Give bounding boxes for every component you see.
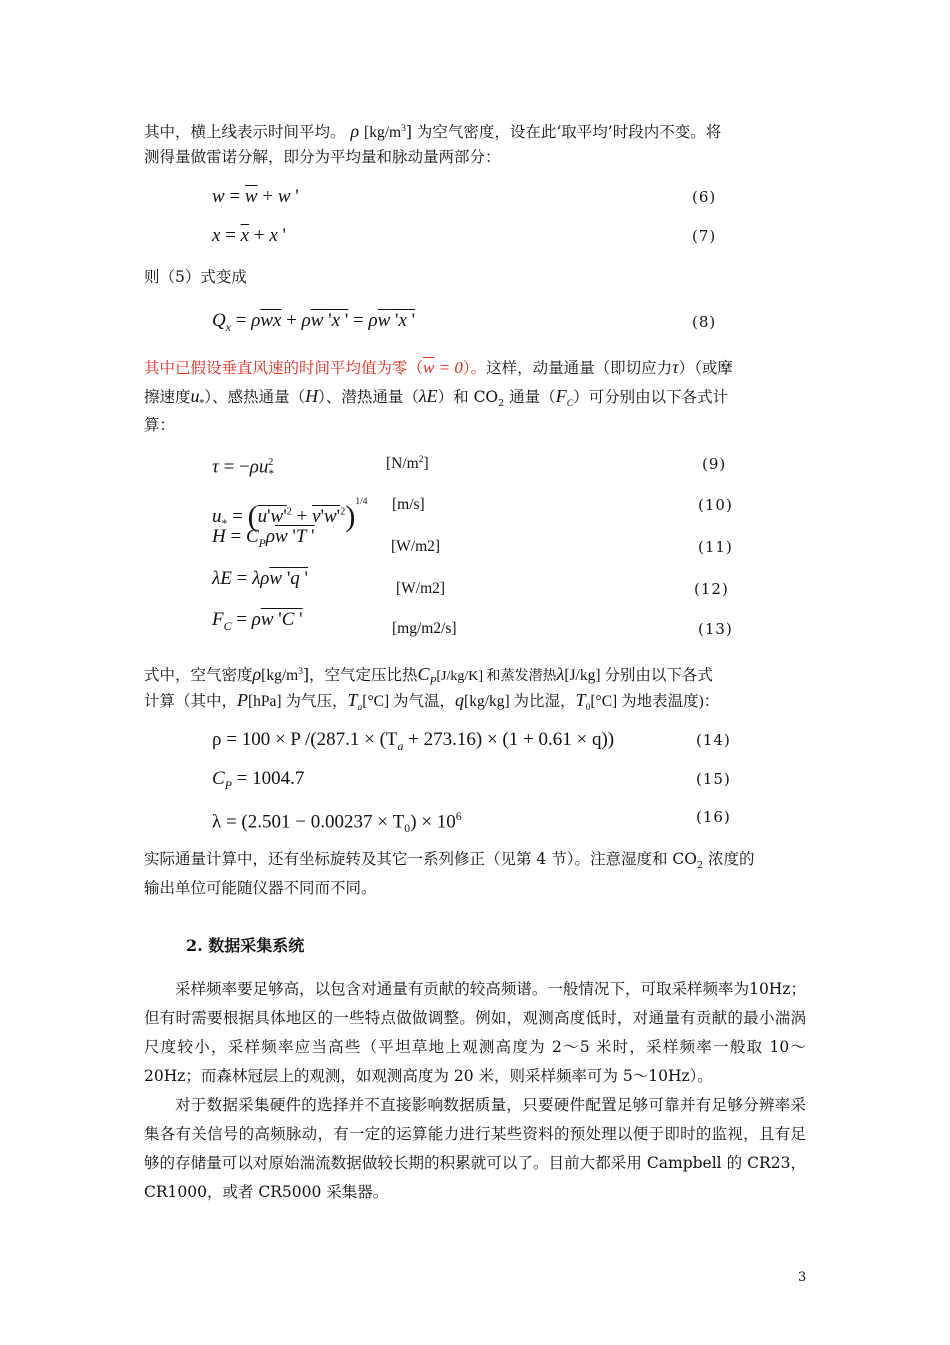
eq-number-11: (11)	[698, 538, 733, 556]
rho-unit: [$kg/m^3$	[261, 666, 303, 685]
Ta-symbol: T	[347, 690, 358, 710]
T0-symbol: T	[575, 690, 586, 710]
para3-line3: 算：	[144, 416, 176, 434]
red-text: 其中已假设垂直风速的时间平均值为零（	[144, 359, 424, 377]
text: ）、感热通量（	[204, 388, 306, 406]
eq-number-12: (12)	[694, 580, 729, 598]
equation-8: $Q_x = \rho\overline{wx} + \rho w$ 'x ' = ρw 'x '	[212, 310, 416, 334]
para5-line1: 实际通量计算中，还有坐标旋转及其它一系列修正（见第 4 节）。注意湿度和 $CO_2$ 浓度的	[144, 850, 755, 872]
equation-10: $u_* = (u'w'^2 + v'w'^2)^{1/4}$	[212, 497, 368, 533]
cp-symbol: $C_P$	[417, 664, 437, 688]
equation-9: $\tau = -\rho u_*^2$	[212, 456, 275, 481]
eq-number-14: (14)	[696, 731, 731, 749]
eq16-part-b: ) × 10	[410, 811, 456, 833]
para3-line2: 擦速度$u_*$）、感热通量（H）、潜热通量（λE）和 $CO_2$ 通量$(F_C)$可分别由以下各式计	[144, 386, 729, 410]
equation-14: ρ = 100 × P $/(287.1 \times (T_a + 273.16) \times (1 + 0.61 \times q))$	[212, 729, 615, 753]
equation-16: $\lambda = (2.501 - 0.00237 \times T_0) \times 10^6$	[212, 810, 462, 836]
equation-11: $H = C_P\rho w$ 'T '	[212, 526, 315, 550]
eq-number-8: (8)	[692, 313, 717, 331]
eq-number-9: (9)	[702, 455, 727, 473]
text: [J/kg/K] 和蒸发潜热	[436, 669, 557, 685]
H-symbol: H	[305, 386, 319, 406]
eq14-part-b: + 273.16) × (1 + 0.61 × q))	[403, 729, 615, 750]
q-symbol: q	[455, 690, 465, 710]
para7: 对于数据采集硬件的选择并不直接影响数据质量，只要硬件配置足够可靠并有足够分辨率采集各有关信号的高频脉动，有一定的运算能力进行某些资料的预处理以便于即时的监视，且有足够的存储量可以对原始湍流数据做较长期的积累就可以了。目前大都采用 Campbell 的 CR23， CR1000，或者 CR5000 采集器。	[144, 1096, 806, 1201]
text: [hPa] 为气压，	[248, 693, 348, 710]
eq-number-6: (6)	[692, 188, 717, 206]
para5-line2: 输出单位可能随仪器不同而不同。	[144, 879, 377, 897]
eq-number-10: (10)	[698, 496, 733, 514]
text: ）（或摩	[678, 359, 733, 377]
text: 式中，空气密度	[144, 666, 253, 685]
P-symbol: P	[237, 690, 249, 710]
unit-13: [mg/m2/s]	[392, 620, 457, 637]
eq-number-7: (7)	[692, 227, 717, 245]
para2: 则（5）式变成	[144, 268, 247, 286]
ustar-symbol: u	[190, 386, 200, 406]
para1-line2: 测得量做雷诺分解，即分为平均量和脉动量两部分：	[144, 148, 501, 166]
equation-6: $w = \overline{w} + w$ '	[212, 186, 299, 207]
text: [°C] 为气温，	[362, 693, 456, 710]
red-equation: $\overline{w} = 0$	[423, 358, 463, 377]
unit-10: [m/s]	[392, 496, 425, 513]
text: 浓度的	[703, 850, 755, 868]
para4-line2: 计算（其中，P[hPa] 为气压，$T_a[^\circ C]$ 为气温，q[kg/kg] 为比湿，$T_0[^\circ C]$ 为地表温度)：	[144, 690, 720, 714]
rho-symbol: ρ	[350, 121, 360, 142]
text: 擦速度	[144, 388, 191, 406]
eq-number-13: (13)	[698, 620, 733, 638]
text: ）可分别由以下各式计	[573, 388, 729, 406]
text: [J/kg] 分别由以下各式	[564, 667, 713, 685]
equation-13: $F_C = \rho w$ 'C '	[212, 609, 303, 633]
page-number: 3	[798, 1270, 807, 1285]
text: 这样，动量通量（即切应力	[486, 359, 673, 377]
unit-12: [W/m2]	[396, 580, 446, 597]
para3-line1	[144, 353, 733, 383]
unit-9: $[N/m^2]$	[386, 454, 429, 473]
tau-symbol: τ	[672, 357, 679, 377]
equation-12: λE = λρw 'q '	[212, 568, 308, 589]
eq15-value: = 1004.7	[236, 768, 305, 789]
text: 通量（	[504, 388, 556, 406]
para6: 采样频率要足够高，以包含对通量有贡献的较高频谱。一般情况下，可取采样频率为10Hz；但有时需要根据具体地区的一些特点做做调整。例如，观测高度低时，对通量有贡献的最小湍涡尺度较小，采样频率应当高些（平坦草地上观测高度为 2～5 米时，采样频率一般取 10～20Hz；而森林冠层上的观测，如观测高度为 20 米，则采样频率可为 5～10Hz）。	[144, 980, 806, 1085]
rho-unit: [$kg/m^3$	[364, 123, 406, 142]
text: 计算（其中，	[144, 692, 238, 710]
text: ）和 CO	[437, 388, 499, 406]
text: ] 为空气密度，设在此‘取平均’时段内不变。将	[405, 123, 722, 142]
text: [kg/kg] 为比湿，	[464, 693, 576, 710]
text: [°C] 为地表温度)：	[590, 693, 720, 710]
lambdaE-symbol: λE	[418, 386, 438, 406]
red-text: ）。	[462, 359, 487, 377]
lambda-symbol: λ	[556, 664, 565, 685]
eq16-part-a: λ = (2.501 − 0.00237 × T	[212, 811, 405, 833]
section-heading: 2. 数据采集系统	[186, 936, 305, 955]
unit-11: [W/m2]	[391, 538, 441, 555]
text: 实际通量计算中，还有坐标旋转及其它一系列修正（见第 4 节）。注意湿度和 CO	[144, 850, 697, 868]
equation-15: $C_P = 1004.7$	[212, 768, 305, 792]
eq-number-15: (15)	[696, 770, 731, 788]
text: ]，空气定压比热	[302, 666, 418, 685]
text: 其中，横上线表示时间平均。	[144, 123, 346, 142]
eq14-part-a: ρ = 100 × P /(287.1 × (T	[212, 729, 398, 750]
equation-7: $x = \overline{x} + x$ '	[212, 225, 286, 246]
text: ）、潜热通量（	[318, 388, 419, 406]
eq-number-16: (16)	[696, 808, 731, 826]
Fc-symbol: F	[555, 386, 567, 406]
rho-symbol: ρ	[252, 664, 262, 685]
